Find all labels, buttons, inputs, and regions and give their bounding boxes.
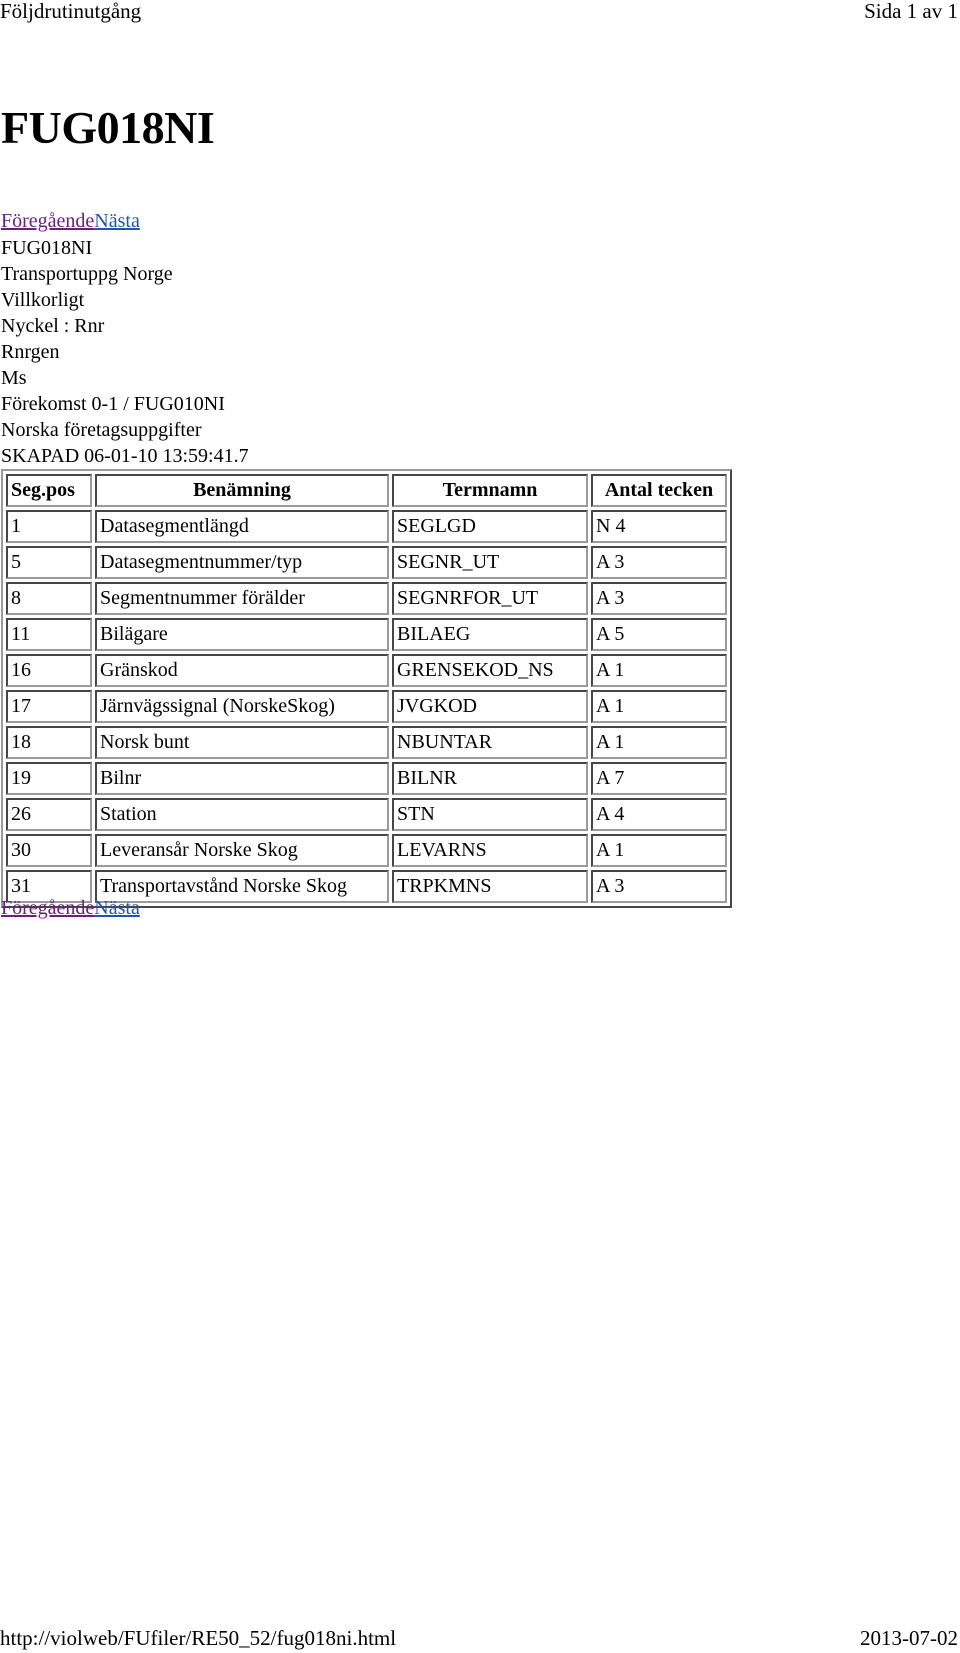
table-row	[6, 618, 727, 651]
table-row	[6, 654, 727, 687]
info-line-segment-id: FUG018NI	[1, 237, 93, 259]
table-header-row	[6, 474, 727, 507]
cell-name: Station	[95, 798, 389, 831]
cell-name: Leveransår Norske Skog	[95, 834, 389, 867]
cell-character-count: A 3	[591, 582, 727, 615]
cell-seg-pos: 17	[6, 690, 92, 723]
segment-fields-table	[1, 469, 732, 908]
info-line-description: Transportuppg Norge	[1, 263, 173, 285]
cell-term-name: TRPKMNS	[392, 870, 588, 903]
cell-seg-pos: 19	[6, 762, 92, 795]
column-header-term-name: Termnamn	[392, 474, 588, 507]
cell-character-count: A 1	[591, 690, 727, 723]
cell-name: Segmentnummer förälder	[95, 582, 389, 615]
next-link[interactable]: Nästa	[94, 897, 140, 919]
cell-character-count: A 1	[591, 834, 727, 867]
cell-name: Norsk bunt	[95, 726, 389, 759]
print-header-title: Följdrutinutgång	[0, 0, 142, 23]
cell-seg-pos: 26	[6, 798, 92, 831]
cell-name: Datasegmentlängd	[95, 510, 389, 543]
info-line-condition: Villkorligt	[1, 289, 85, 311]
column-header-character-count: Antal tecken	[591, 474, 727, 507]
cell-term-name: LEVARNS	[392, 834, 588, 867]
table-row	[6, 798, 727, 831]
cell-seg-pos: 31	[6, 870, 92, 903]
page-title: FUG018NI	[1, 102, 215, 153]
cell-seg-pos: 8	[6, 582, 92, 615]
cell-name: Gränskod	[95, 654, 389, 687]
cell-name: Järnvägssignal (NorskeSkog)	[95, 690, 389, 723]
cell-term-name: SEGNR_UT	[392, 546, 588, 579]
cell-term-name: NBUNTAR	[392, 726, 588, 759]
print-header	[0, 0, 960, 24]
table-row	[6, 546, 727, 579]
cell-name: Transportavstånd Norske Skog	[95, 870, 389, 903]
cell-term-name: SEGNRFOR_UT	[392, 582, 588, 615]
next-link[interactable]: Nästa	[94, 210, 140, 232]
cell-character-count: A 1	[591, 654, 727, 687]
info-line-company-info: Norska företagsuppgifter	[1, 419, 202, 441]
cell-character-count: A 4	[591, 798, 727, 831]
column-header-name: Benämning	[95, 474, 389, 507]
cell-term-name: GRENSEKOD_NS	[392, 654, 588, 687]
cell-name: Bilnr	[95, 762, 389, 795]
print-footer-date: 2013-07-02	[860, 1626, 958, 1650]
info-line-system: Ms	[1, 367, 27, 389]
info-line-created: SKAPAD 06-01-10 13:59:41.7	[1, 445, 249, 467]
cell-seg-pos: 5	[6, 546, 92, 579]
cell-term-name: JVGKOD	[392, 690, 588, 723]
print-header-page-number: Sida 1 av 1	[864, 0, 958, 23]
table-row	[6, 834, 727, 867]
column-header-seg-pos: Seg.pos	[6, 474, 92, 507]
table-row	[6, 690, 727, 723]
cell-seg-pos: 1	[6, 510, 92, 543]
bottom-navigation	[1, 896, 140, 920]
cell-term-name: STN	[392, 798, 588, 831]
cell-term-name: BILAEG	[392, 618, 588, 651]
info-line-occurrence: Förekomst 0-1 / FUG010NI	[1, 393, 225, 415]
table-row	[6, 726, 727, 759]
cell-character-count: A 3	[591, 546, 727, 579]
segment-info	[1, 235, 249, 469]
cell-seg-pos: 11	[6, 618, 92, 651]
cell-term-name: BILNR	[392, 762, 588, 795]
info-line-key-generator: Rnrgen	[1, 341, 60, 363]
cell-name: Bilägare	[95, 618, 389, 651]
cell-character-count: N 4	[591, 510, 727, 543]
cell-name: Datasegmentnummer/typ	[95, 546, 389, 579]
cell-seg-pos: 18	[6, 726, 92, 759]
cell-character-count: A 3	[591, 870, 727, 903]
cell-character-count: A 5	[591, 618, 727, 651]
print-footer	[0, 1627, 960, 1651]
cell-seg-pos: 30	[6, 834, 92, 867]
previous-link[interactable]: Föregående	[1, 897, 95, 919]
print-footer-url: http://violweb/FUfiler/RE50_52/fug018ni.html	[0, 1626, 397, 1650]
cell-character-count: A 7	[591, 762, 727, 795]
cell-term-name: SEGLGD	[392, 510, 588, 543]
top-navigation	[1, 209, 140, 233]
table-row	[6, 582, 727, 615]
previous-link[interactable]: Föregående	[1, 210, 95, 232]
cell-seg-pos: 16	[6, 654, 92, 687]
info-line-key: Nyckel : Rnr	[1, 315, 105, 337]
table-row	[6, 510, 727, 543]
table-row	[6, 762, 727, 795]
cell-character-count: A 1	[591, 726, 727, 759]
